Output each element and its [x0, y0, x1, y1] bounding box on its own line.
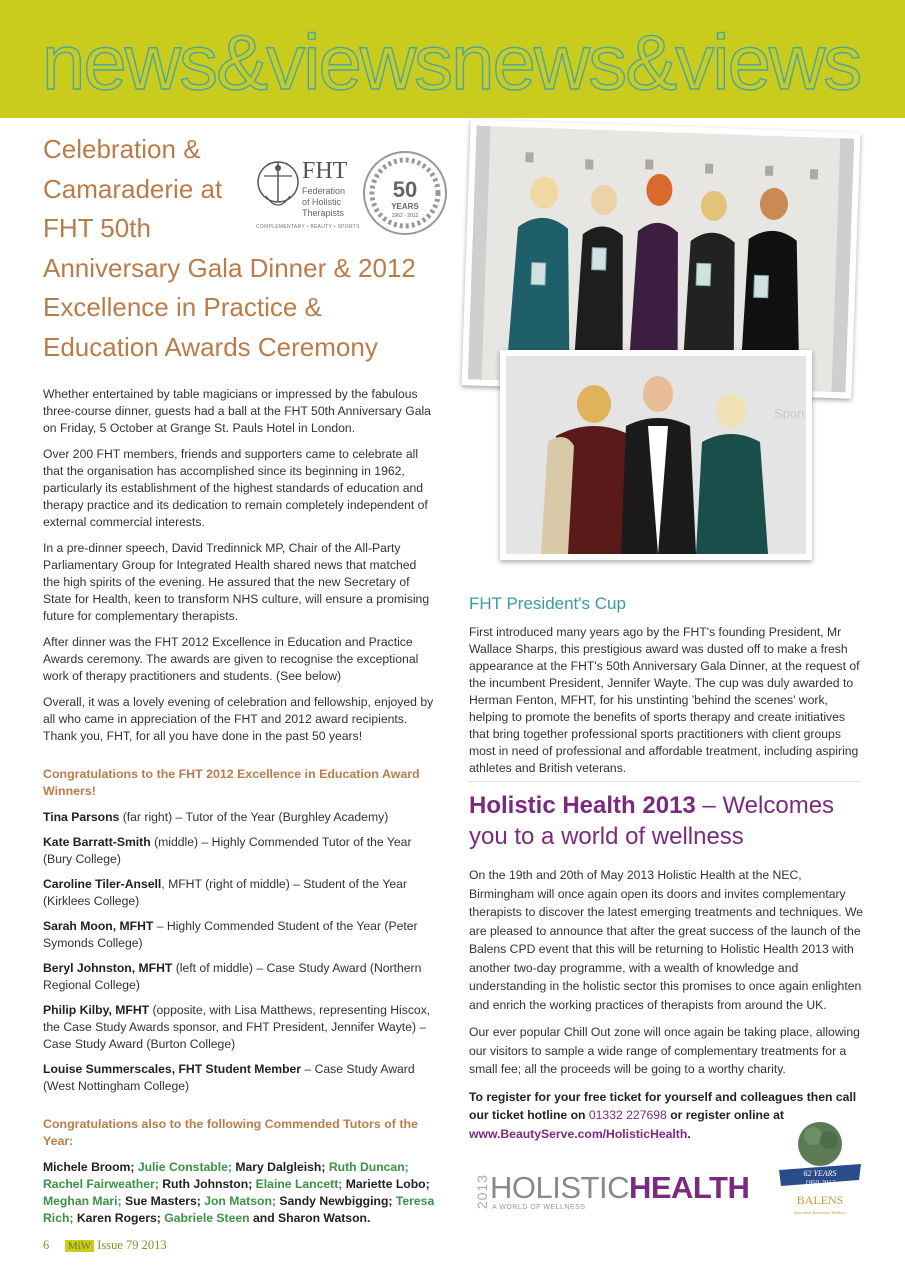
winner-name: Caroline Tiler-Ansell — [43, 877, 162, 891]
winner-detail: – Highly Commended Student of the Year (Peter Symonds College) — [43, 919, 418, 950]
winners-list — [43, 809, 436, 1095]
philip-kilby-photo — [500, 350, 812, 560]
paragraph: On the 19th and 20th of May 2013 Holistic Health at the NEC, Birmingham will once again open its doors and invites complementary therapists to discover the latest emerging treatments and techniques. We are pleased to announce that after the great success of the launch of the Balens CPD event that this will be returning to Holistic Health 2013 with another two-day programme, with a wealth of knowledge and understanding in the holistic sector this promises to once again enlighten and enrich the working practices of therapists from around the UK. — [469, 868, 864, 1012]
logo-wordmark — [490, 1170, 749, 1206]
fht-line: Therapists — [302, 208, 345, 218]
paragraph: Over 200 FHT members, friends and supporters came to celebrate all that the organisation has accomplished since its beginning in 1962, particularly its establishment of the highest standards of education and therapy practice and its dedication to remain completely independent of external commercial interests. — [43, 447, 428, 529]
balens-years: 62 YEARS — [803, 1169, 837, 1178]
holistic-health-body — [469, 866, 867, 1152]
badge-dates: 1962 - 2012 — [391, 213, 419, 219]
commended-tutor: Julie Constable; — [137, 1160, 232, 1174]
winner-item — [43, 876, 436, 910]
fht-logo-name: FHT — [302, 158, 348, 184]
holistic-health-title — [469, 790, 869, 852]
fht-emblem-icon — [256, 156, 300, 218]
commended-tutor: Sandy Newbigging; — [279, 1194, 393, 1208]
paragraph: In a pre-dinner speech, David Tredinnick MP, Chair of the All-Party Parliamentary Group for Integrated Health shared news that matched the high spirits of the evening. He assured that the new Secretary of State for Health, keen to transform NHS culture, will ensure a promising future for complementary therapists. — [43, 541, 430, 623]
register-link[interactable]: www.BeautyServe.com/HolisticHealth — [469, 1126, 688, 1141]
magazine-badge: MiW — [65, 1240, 94, 1252]
page-number: 6 — [43, 1238, 50, 1252]
commended-tutor: Ruth Duncan; — [328, 1160, 409, 1174]
commended-tutor: Mariette Lobo; — [345, 1177, 430, 1191]
winner-item — [43, 918, 436, 952]
winner-name: Sarah Moon, MFHT — [43, 919, 154, 933]
commended-tutor: Meghan Mari; — [43, 1194, 122, 1208]
logo-word-health: HEALTH — [628, 1170, 750, 1205]
section-divider — [469, 781, 861, 782]
anniversary-badge — [362, 150, 448, 236]
presidents-cup-title: FHT President's Cup — [469, 594, 626, 613]
commended-tutor: Gabriele Steen — [164, 1211, 250, 1225]
commended-tutor: Elaine Lancett; — [255, 1177, 343, 1191]
paragraph: Our ever popular Chill Out zone will once again be taking place, allowing our visitors to sample a wide range of complementary treatments for a small fee; all the proceeds will be going to a worthy charity. — [469, 1025, 860, 1076]
winner-name: Louise Summerscales, FHT Student Member — [43, 1062, 302, 1076]
commended-heading: Congratulations also to the following Commended Tutors of the Year: — [43, 1117, 418, 1148]
paragraph: Whether entertained by table magicians or impressed by the fabulous three-course dinner, guests had a ball at the FHT 50th Anniversary Gala on Friday, 5 October at Grange St. Pauls Hotel in London. — [43, 387, 431, 435]
commended-tutor: and Sharon Watson. — [252, 1211, 371, 1225]
holistic-title-rest: – Welcomes you to a world of wellness — [469, 792, 835, 850]
headline-line: Camaraderie at — [43, 173, 223, 204]
page-footer — [43, 1238, 167, 1253]
register-text: . — [687, 1126, 691, 1141]
winner-name: Philip Kilby, MFHT — [43, 1003, 150, 1017]
philip-kilby-image — [506, 356, 806, 554]
winner-item — [43, 1061, 436, 1095]
winner-item — [43, 1002, 436, 1053]
commended-tutor: Rachel Fairweather; — [43, 1177, 159, 1191]
presidents-cup-body: First introduced many years ago by the FHT's founding President, Mr Wallace Sharps, this prestigious award was dusted off to make a fresh appearance at the FHT's 50th Anniversary Gala Dinner, at the request of the incumbent President, Jennifer Wayte. The cup was duly awarded to Herman Fenton, MFHT, for his unstinting 'behind the scenes' work, helping to promote the benefits of sports therapy and create initiatives that bring together professional sports practitioners with client groups most in need of professional and affordable treatment, including aspiring athletes and British veterans. — [469, 625, 860, 775]
headline-line: Celebration & — [43, 134, 201, 164]
winner-detail: – Case Study Award (West Nottingham College) — [43, 1062, 415, 1093]
photo-bg-text: Spon — [774, 406, 805, 421]
balens-dates: 1950-2012 — [804, 1179, 836, 1187]
winner-item — [43, 834, 436, 868]
winner-item — [43, 960, 436, 994]
banner-title: news&viewsnews&views — [42, 18, 861, 106]
fht-logo — [256, 156, 360, 234]
winners-heading: Congratulations to the FHT 2012 Excellence in Education Award Winners! — [43, 767, 420, 798]
fht-logos — [256, 150, 451, 234]
commended-tutor: Teresa Rich; — [43, 1194, 435, 1225]
commended-tutor: Mary Dalgleish; — [235, 1160, 326, 1174]
register-text: To register for your free ticket for yourself and colleagues then call our ticket hotline on — [469, 1089, 857, 1122]
commended-tutor: Jon Matson; — [204, 1194, 276, 1208]
winner-detail: (opposite, with Lisa Matthews, representing Hiscox, the Case Study Awards sponsor, and FHT President, Jennifer Wayte) – Case Study Award (Burton College) — [43, 1003, 431, 1051]
balens-name: BALENS — [796, 1193, 844, 1207]
fht-logo-tagline: COMPLEMENTARY • BEAUTY • SPORTS — [256, 224, 360, 230]
balens-sub: Specialist Insurance Brokers — [794, 1210, 846, 1215]
winner-name: Beryl Johnston, MFHT — [43, 961, 173, 975]
paragraph: Overall, it was a lovely evening of celebration and fellowship, enjoyed by all who came in appreciation of the FHT and 2012 award recipients. Thank you, FHT, for all you have done in the past 50 years! — [43, 695, 434, 743]
logo-tagline: A WORLD OF WELLNESS — [492, 1204, 586, 1211]
winner-name: Kate Barratt-Smith — [43, 835, 151, 849]
winner-detail: , MFHT (right of middle) – Student of the Year (Kirklees College) — [43, 877, 407, 908]
fht-line: Federation — [302, 186, 346, 196]
commended-list — [43, 1159, 436, 1227]
holistic-health-logo — [474, 1170, 764, 1220]
commended-tutor: Sue Masters; — [124, 1194, 201, 1208]
commended-tutor: Michele Broom; — [43, 1160, 135, 1174]
logo-word-holistic: HOLISTIC — [490, 1170, 629, 1205]
balens-logo — [775, 1114, 865, 1218]
headline-line: FHT 50th — [43, 213, 151, 243]
headline-line: Anniversary Gala Dinner & 2012 — [43, 252, 416, 283]
commended-tutor: Karen Rogers; — [76, 1211, 161, 1225]
logo-year: 2013 — [474, 1174, 490, 1210]
paragraph: After dinner was the FHT 2012 Excellence in Education and Practice Awards ceremony. The awards are given to recognise the exceptional work of therapy practitioners and students. (See below) — [43, 635, 419, 683]
badge-years: YEARS — [391, 202, 419, 211]
holistic-title-bold: Holistic Health 2013 — [469, 792, 696, 819]
commended-tutor: Ruth Johnston; — [162, 1177, 253, 1191]
badge-number: 50 — [392, 177, 418, 202]
hotline-number[interactable]: 01332 227698 — [588, 1108, 667, 1122]
headline-line: Excellence in Practice & — [43, 292, 322, 322]
winner-detail: (far right) – Tutor of the Year (Burghley Academy) — [119, 810, 389, 824]
fht-logo-fullname — [302, 186, 345, 219]
winner-name: Tina Parsons — [43, 810, 120, 824]
header-banner — [0, 0, 905, 118]
winner-detail: (middle) – Highly Commended Tutor of the Year (Bury College) — [43, 835, 412, 866]
winner-detail: (left of middle) – Case Study Award (Northern Regional College) — [43, 961, 422, 992]
register-text: or register online at — [666, 1108, 784, 1122]
fht-line: of Holistic — [302, 197, 342, 207]
winner-item — [43, 809, 436, 826]
headline-line: Education Awards Ceremony — [43, 331, 378, 362]
issue-label: Issue 79 2013 — [97, 1238, 167, 1252]
article-body — [43, 386, 436, 1227]
